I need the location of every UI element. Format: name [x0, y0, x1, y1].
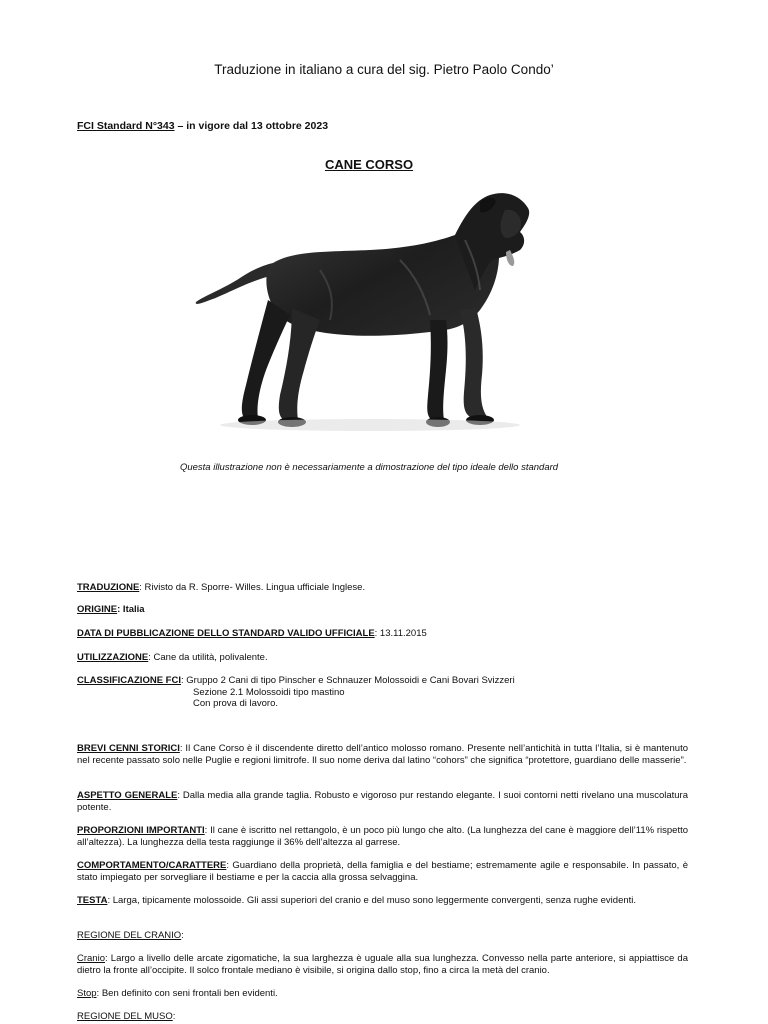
stop-text: : Ben definito con seni frontali ben evidenti.	[96, 988, 278, 999]
section-origine	[77, 604, 688, 616]
section-traduzione	[77, 582, 688, 594]
section-stop	[77, 988, 688, 1000]
stop-label: Stop	[77, 988, 97, 999]
traduzione-text: : Rivisto da R. Sporre- Willes. Lingua ufficiale Inglese.	[139, 582, 366, 593]
comportamento-label: COMPORTAMENTO/CARATTERE	[77, 860, 227, 871]
section-utilizzazione	[77, 652, 688, 664]
data-pubblicazione-text: : 13.11.2015	[374, 628, 427, 639]
section-regione-muso	[77, 1011, 688, 1023]
testa-text: : Larga, tipicamente molossoide. Gli assi superiori del cranio e del muso sono leggermente convergenti, senza rughe evidenti.	[107, 895, 637, 906]
cranio-label: Cranio	[77, 953, 105, 964]
dog-illustration	[180, 180, 560, 445]
section-brevi-cenni	[77, 743, 688, 766]
standard-validity: – in vigore dal 13 ottobre 2023	[174, 120, 329, 132]
utilizzazione-label: UTILIZZAZIONE	[77, 652, 149, 663]
proporzioni-label: PROPORZIONI IMPORTANTI	[77, 825, 205, 836]
classificazione-line-2: Sezione 2.1 Molossoidi tipo mastino	[193, 686, 345, 698]
regione-cranio-text: :	[181, 930, 184, 941]
standard-info	[77, 120, 328, 132]
brevi-cenni-text: : Il Cane Corso è il discendente diretto dell’antico molosso romano. Presente nell’antichità in tutta l’Italia, si è mantenuto nel recente passato solo nelle Puglie e regioni limitrofe. Il suo nome deriva dal latino “cohors” che significa “protettore, guardiano delle masserie”.	[77, 743, 689, 766]
classificazione-label: CLASSIFICAZIONE FCI	[77, 675, 181, 686]
origine-text: : Italia	[117, 604, 145, 615]
section-cranio	[77, 953, 688, 976]
proporzioni-text: : Il cane è iscritto nel rettangolo, è un poco più lungo che alto. (La lunghezza del cane è maggiore dell’11% rispetto all’altezza). La lunghezza della testa raggiunge il 36% dell’altezza al garrese.	[77, 825, 689, 848]
section-classificazione	[77, 675, 688, 710]
origine-label: ORIGINE	[77, 604, 118, 615]
aspetto-label: ASPETTO GENERALE	[77, 790, 178, 801]
illustration-caption: Questa illustrazione non è necessariamente a dimostrazione del tipo ideale dello standard	[179, 462, 559, 473]
classificazione-line-1	[77, 675, 688, 687]
section-proporzioni	[77, 825, 688, 848]
utilizzazione-text: : Cane da utilità, polivalente.	[148, 652, 268, 663]
regione-muso-label: REGIONE DEL MUSO	[77, 1011, 173, 1022]
section-aspetto	[77, 790, 688, 813]
classificazione-text-1: : Gruppo 2 Cani di tipo Pinscher e Schnauzer Molossoidi e Cani Bovari Svizzeri	[180, 675, 515, 686]
regione-cranio-label: REGIONE DEL CRANIO	[77, 930, 182, 941]
data-pubblicazione-label: DATA DI PUBBLICAZIONE DELLO STANDARD VALIDO UFFICIALE	[77, 628, 375, 639]
standard-number: FCI Standard N°343	[77, 120, 175, 132]
section-regione-cranio	[77, 930, 688, 942]
testa-label: TESTA	[77, 895, 108, 906]
breed-title: CANE CORSO	[324, 157, 414, 172]
traduzione-label: TRADUZIONE	[77, 582, 140, 593]
cranio-text: : Largo a livello delle arcate zigomatiche, la sua larghezza è uguale alla sua lunghezza. Convesso nella parte anteriore, si appiattisce da dietro la fronte all’occipite. Il solco frontale mediano è visibile, si origina dallo stop, fino a circa la metà del cranio.	[77, 953, 688, 976]
regione-muso-text: :	[172, 1011, 176, 1022]
section-data-pubblicazione	[77, 628, 688, 640]
brevi-cenni-label: BREVI CENNI STORICI	[77, 743, 180, 754]
section-testa	[77, 895, 688, 907]
aspetto-text: : Dalla media alla grande taglia. Robusto e vigoroso pur restando elegante. I suoi contorni netti rivelano una muscolatura potente.	[77, 790, 688, 813]
comportamento-text: : Guardiano della proprietà, della famiglia e del bestiame; estremamente agile e responsabile. In passato, è stato impiegato per sorvegliare il bestiame e per la caccia alla grossa selvaggina.	[77, 860, 688, 883]
section-comportamento	[77, 860, 688, 883]
classificazione-line-3: Con prova di lavoro.	[193, 698, 279, 709]
translation-credit: Traduzione in italiano a cura del sig. Pietro Paolo Condo’	[214, 62, 554, 77]
